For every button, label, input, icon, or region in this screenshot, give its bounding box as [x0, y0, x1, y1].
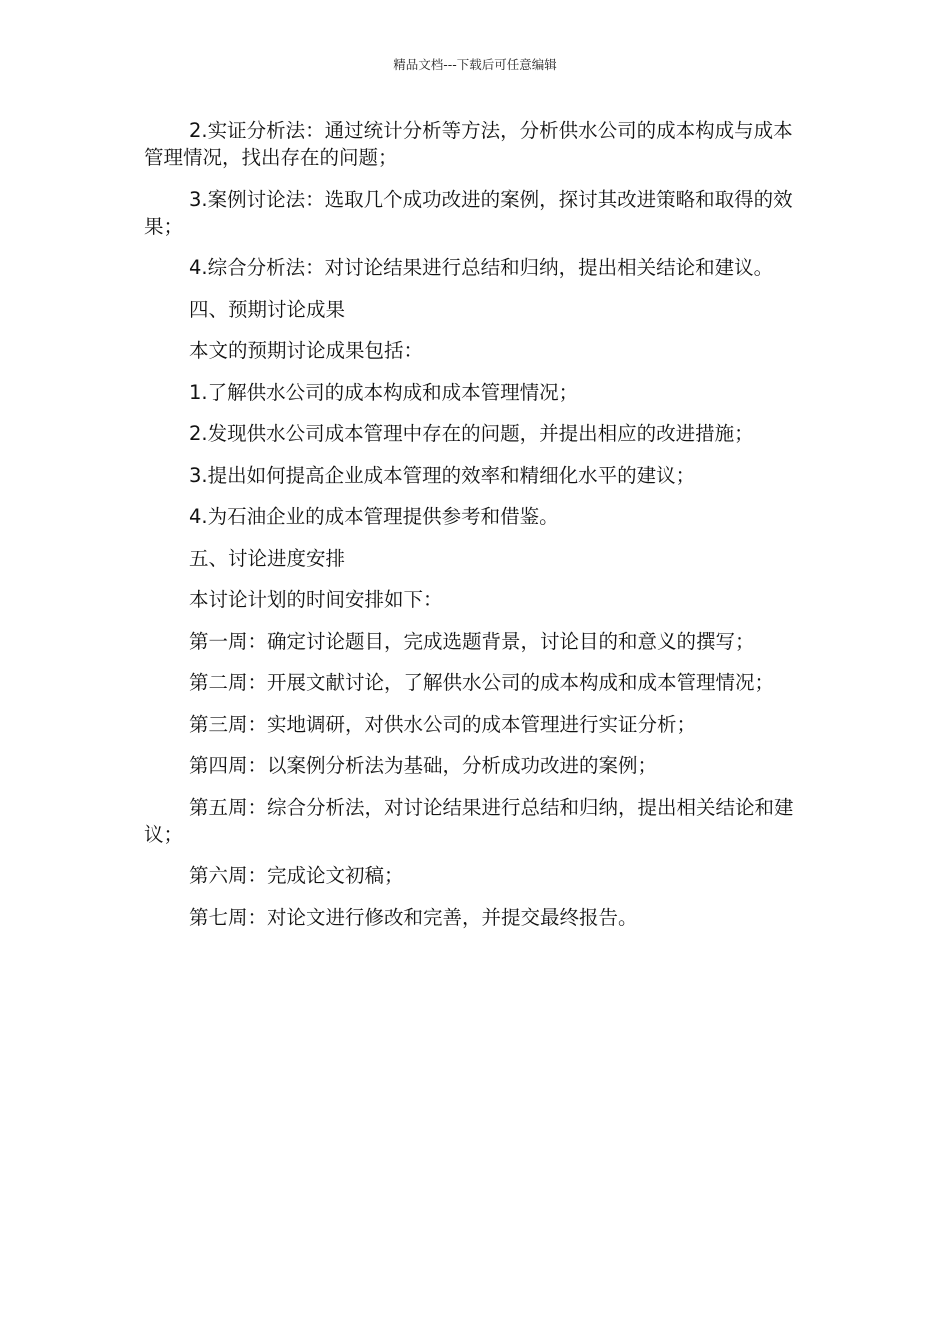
paragraph-week-2: 第二周：开展文献讨论，了解供水公司的成本构成和成本管理情况；: [189, 671, 775, 694]
paragraph-result-1: 1.了解供水公司的成本构成和成本管理情况；: [189, 380, 579, 404]
section-heading-schedule: 五、讨论进度安排: [189, 546, 346, 570]
paragraph-schedule-intro: 本讨论计划的时间安排如下：: [189, 588, 443, 611]
paragraph-method-empirical: 2.实证分析法：通过统计分析等方法，分析供水公司的成本构成与成本管理情况，找出存在的问题；: [144, 119, 793, 169]
paragraph-week-5: 第五周：综合分析法，对讨论结果进行总结和归纳，提出相关结论和建议；: [144, 795, 794, 846]
paragraph-method-case: 3.案例讨论法：选取几个成功改进的案例，探讨其改进策略和取得的效果；: [144, 187, 793, 238]
document-body: [144, 117, 804, 945]
paragraph-result-3: 3.提出如何提高企业成本管理的效率和精细化水平的建议；: [189, 463, 696, 487]
paragraph-result-2: 2.发现供水公司成本管理中存在的问题，并提出相应的改进措施；: [189, 422, 754, 445]
page-header: 精品文档---下载后可任意编辑: [393, 57, 557, 72]
paragraph-week-6: 第六周：完成论文初稿；: [189, 864, 404, 887]
section-heading-expected-results: 四、预期讨论成果: [189, 297, 346, 321]
paragraph-method-comprehensive: 4.综合分析法：对讨论结果进行总结和归纳，提出相关结论和建议。: [189, 256, 774, 279]
paragraph-week-3: 第三周：实地调研，对供水公司的成本管理进行实证分析；: [189, 712, 697, 736]
paragraph-week-4: 第四周：以案例分析法为基础，分析成功改进的案例；: [189, 754, 658, 777]
paragraph-week-1: 第一周：确定讨论题目，完成选题背景，讨论目的和意义的撰写；: [189, 629, 755, 653]
paragraph-week-7: 第七周：对论文进行修改和完善，并提交最终报告。: [189, 905, 638, 929]
paragraph-result-4: 4.为石油企业的成本管理提供参考和借鉴。: [189, 505, 559, 528]
paragraph-results-intro: 本文的预期讨论成果包括：: [189, 339, 424, 362]
